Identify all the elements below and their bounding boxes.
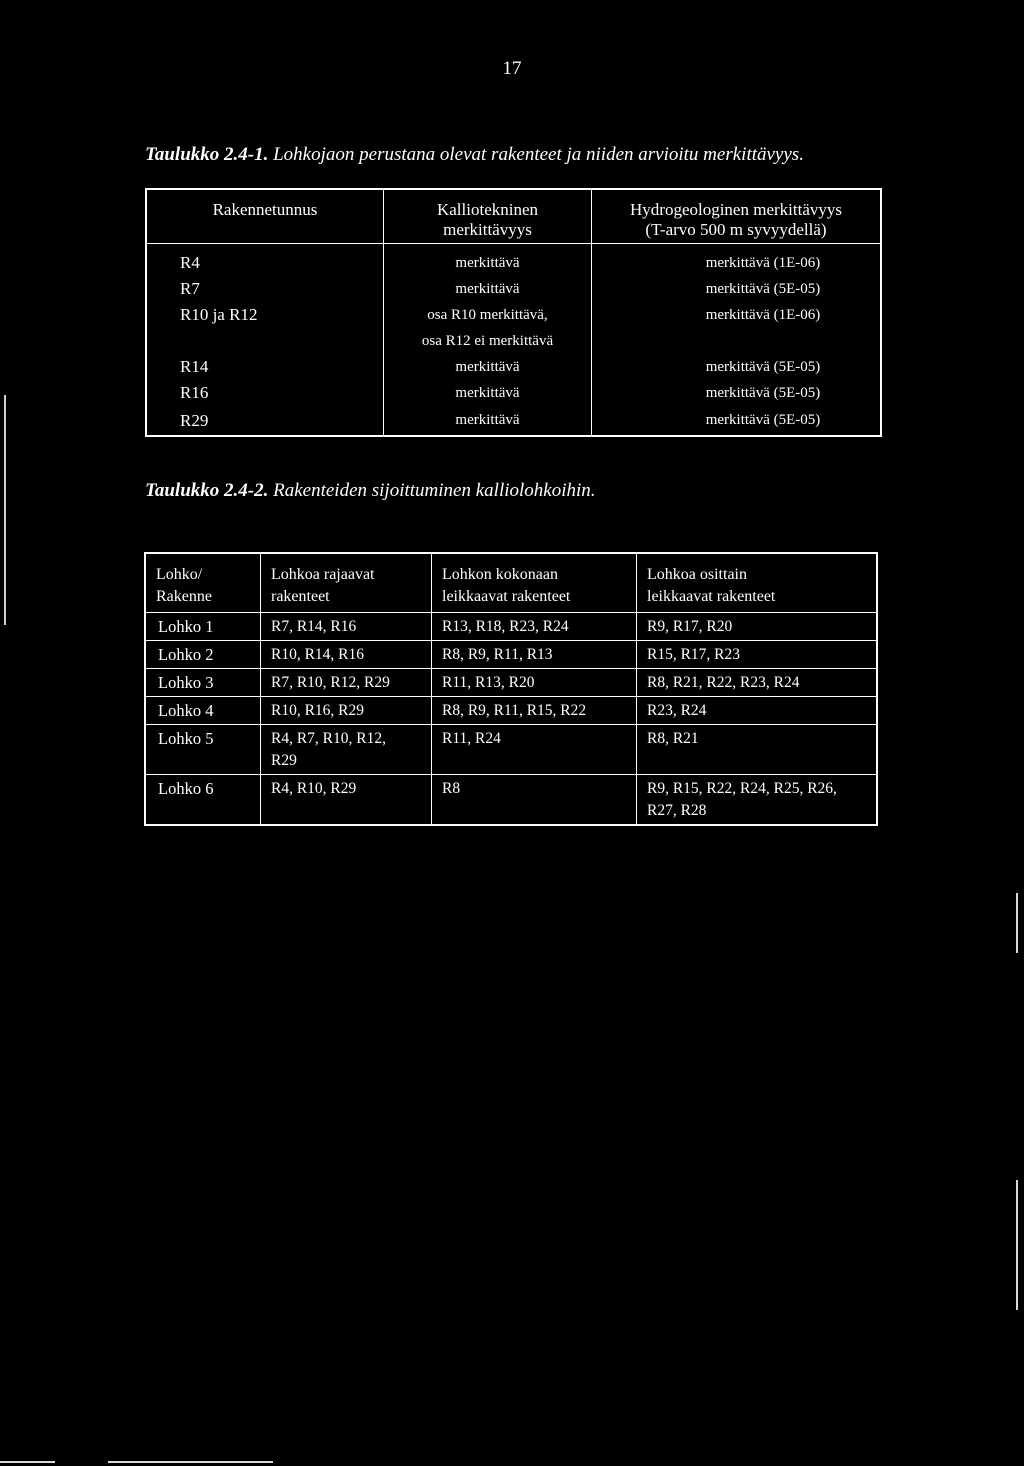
bounding-structures: [261, 775, 432, 826]
scan-edge-mark: [4, 395, 6, 625]
table2-caption-label: Taulukko 2.4-2.: [145, 480, 269, 501]
table-row: [145, 775, 877, 826]
structure-id: R14: [180, 357, 209, 376]
table1-caption-text: Lohkojaon perustana olevat rakenteet ja niiden arvioitu merkittävyys.: [273, 144, 804, 165]
structure-id: R7: [180, 279, 200, 298]
fully-crossing-structures: R8: [432, 775, 637, 826]
cell-line: R27, R28: [647, 802, 707, 819]
block-name: Lohko 4: [145, 697, 261, 725]
rock-significance: merkittävä: [384, 354, 592, 380]
rock-significance: [384, 302, 592, 354]
fully-crossing-structures: R8, R9, R11, R13: [432, 641, 637, 669]
header-text: rakenteet: [271, 588, 330, 605]
structures-significance-table: [145, 188, 882, 437]
scan-edge-mark: [1016, 1180, 1018, 1310]
bounding-structures: [261, 697, 432, 725]
table2-header-row: [145, 553, 877, 613]
cell-line: R23, R24: [647, 702, 707, 719]
rock-significance-line: osa R10 merkittävä,: [427, 307, 548, 323]
hydro-significance: merkittävä (5E-05): [705, 358, 821, 375]
hydro-significance: merkittävä (1E-06): [705, 254, 821, 271]
fully-crossing-structures: R8, R9, R11, R15, R22: [432, 697, 637, 725]
cell-line: R10, R14, R16: [271, 646, 365, 663]
block-name: Lohko 3: [145, 669, 261, 697]
table-row: [146, 406, 881, 436]
cell-line: R15, R17, R23: [647, 646, 741, 663]
rock-significance: merkittävä: [384, 244, 592, 277]
table1-header-hydro-significance: [592, 189, 882, 244]
table-row: [145, 669, 877, 697]
table-row: [146, 302, 881, 354]
cell-line: R7, R14, R16: [271, 618, 357, 635]
header-text: leikkaavat rakenteet: [647, 588, 776, 605]
structure-id: R10 ja R12: [180, 305, 258, 324]
structure-id: R29: [180, 410, 209, 430]
header-text: Rakenne: [156, 588, 212, 605]
bounding-structures: [261, 613, 432, 641]
header-text: Hydrogeologinen merkittävyys: [630, 200, 842, 219]
fully-crossing-structures: R11, R13, R20: [432, 669, 637, 697]
hydro-significance: merkittävä (5E-05): [705, 384, 821, 401]
table-row: [145, 641, 877, 669]
cell-line: R8, R21: [647, 730, 699, 747]
partially-crossing-structures: [637, 725, 878, 775]
table-row: [145, 613, 877, 641]
rock-significance: merkittävä: [384, 276, 592, 302]
table2-caption: [145, 480, 596, 502]
fully-crossing-structures: R11, R24: [432, 725, 637, 775]
bounding-structures: [261, 641, 432, 669]
scan-edge-mark: [108, 1461, 273, 1463]
header-text: Kalliotekninen: [436, 200, 539, 219]
block-name: Lohko 1: [145, 613, 261, 641]
table2-caption-text: Rakenteiden sijoittuminen kalliolohkoihin.: [273, 480, 596, 501]
hydro-significance: merkittävä (5E-05): [705, 280, 821, 297]
fully-crossing-structures: R13, R18, R23, R24: [432, 613, 637, 641]
page-number: 17: [502, 58, 522, 79]
structure-id: R16: [180, 383, 209, 402]
header-text: leikkaavat rakenteet: [442, 588, 571, 605]
cell-line: R29: [271, 752, 297, 769]
header-text: Lohkoa osittain: [647, 566, 747, 583]
cell-line: R4, R7, R10, R12,: [271, 730, 386, 747]
table1-caption: [145, 144, 804, 166]
hydro-significance: merkittävä (5E-05): [705, 412, 821, 428]
table-row: [146, 380, 881, 406]
partially-crossing-structures: [637, 775, 878, 826]
header-text: Lohko/: [156, 566, 203, 583]
table2-header-partially-crossing: [637, 553, 878, 613]
table2-header-bounding: [261, 553, 432, 613]
header-text: Lohkon kokonaan: [442, 566, 558, 583]
block-name: Lohko 5: [145, 725, 261, 775]
partially-crossing-structures: [637, 697, 878, 725]
cell-line: R7, R10, R12, R29: [271, 674, 390, 691]
table-row: [145, 725, 877, 775]
structure-id: R4: [180, 253, 200, 272]
bounding-structures: [261, 725, 432, 775]
cell-line: R4, R10, R29: [271, 780, 357, 797]
partially-crossing-structures: [637, 641, 878, 669]
table-row: [146, 354, 881, 380]
table-row: [146, 244, 881, 277]
header-text: merkittävyys: [443, 220, 532, 239]
hydro-significance: merkittävä (1E-06): [705, 307, 821, 323]
rock-significance-line: osa R12 ei merkittävä: [421, 333, 554, 349]
table2-header-fully-crossing: [432, 553, 637, 613]
cell-line: R9, R15, R22, R24, R25, R26,: [647, 780, 837, 797]
block-name: Lohko 6: [145, 775, 261, 826]
rock-significance: merkittävä: [384, 380, 592, 406]
header-text: Lohkoa rajaavat: [271, 566, 375, 583]
table1-header-rock-significance: [384, 189, 592, 244]
bounding-structures: [261, 669, 432, 697]
table1-header-structure-id: [146, 189, 384, 244]
table1-header-row: [146, 189, 881, 244]
header-text: Rakennetunnus: [212, 200, 318, 219]
blocks-structures-table: [144, 552, 878, 826]
header-text: (T-arvo 500 m syvyydellä): [645, 220, 827, 239]
table-row: [146, 276, 881, 302]
partially-crossing-structures: [637, 613, 878, 641]
scan-edge-mark: [0, 1461, 55, 1463]
table-row: [145, 697, 877, 725]
block-name: Lohko 2: [145, 641, 261, 669]
partially-crossing-structures: [637, 669, 878, 697]
cell-line: R10, R16, R29: [271, 702, 365, 719]
cell-line: R8, R21, R22, R23, R24: [647, 674, 800, 691]
cell-line: R9, R17, R20: [647, 618, 733, 635]
table2-header-block: [145, 553, 261, 613]
table1-caption-label: Taulukko 2.4-1.: [145, 144, 269, 165]
rock-significance: merkittävä: [384, 406, 592, 436]
scan-edge-mark: [1016, 893, 1018, 953]
